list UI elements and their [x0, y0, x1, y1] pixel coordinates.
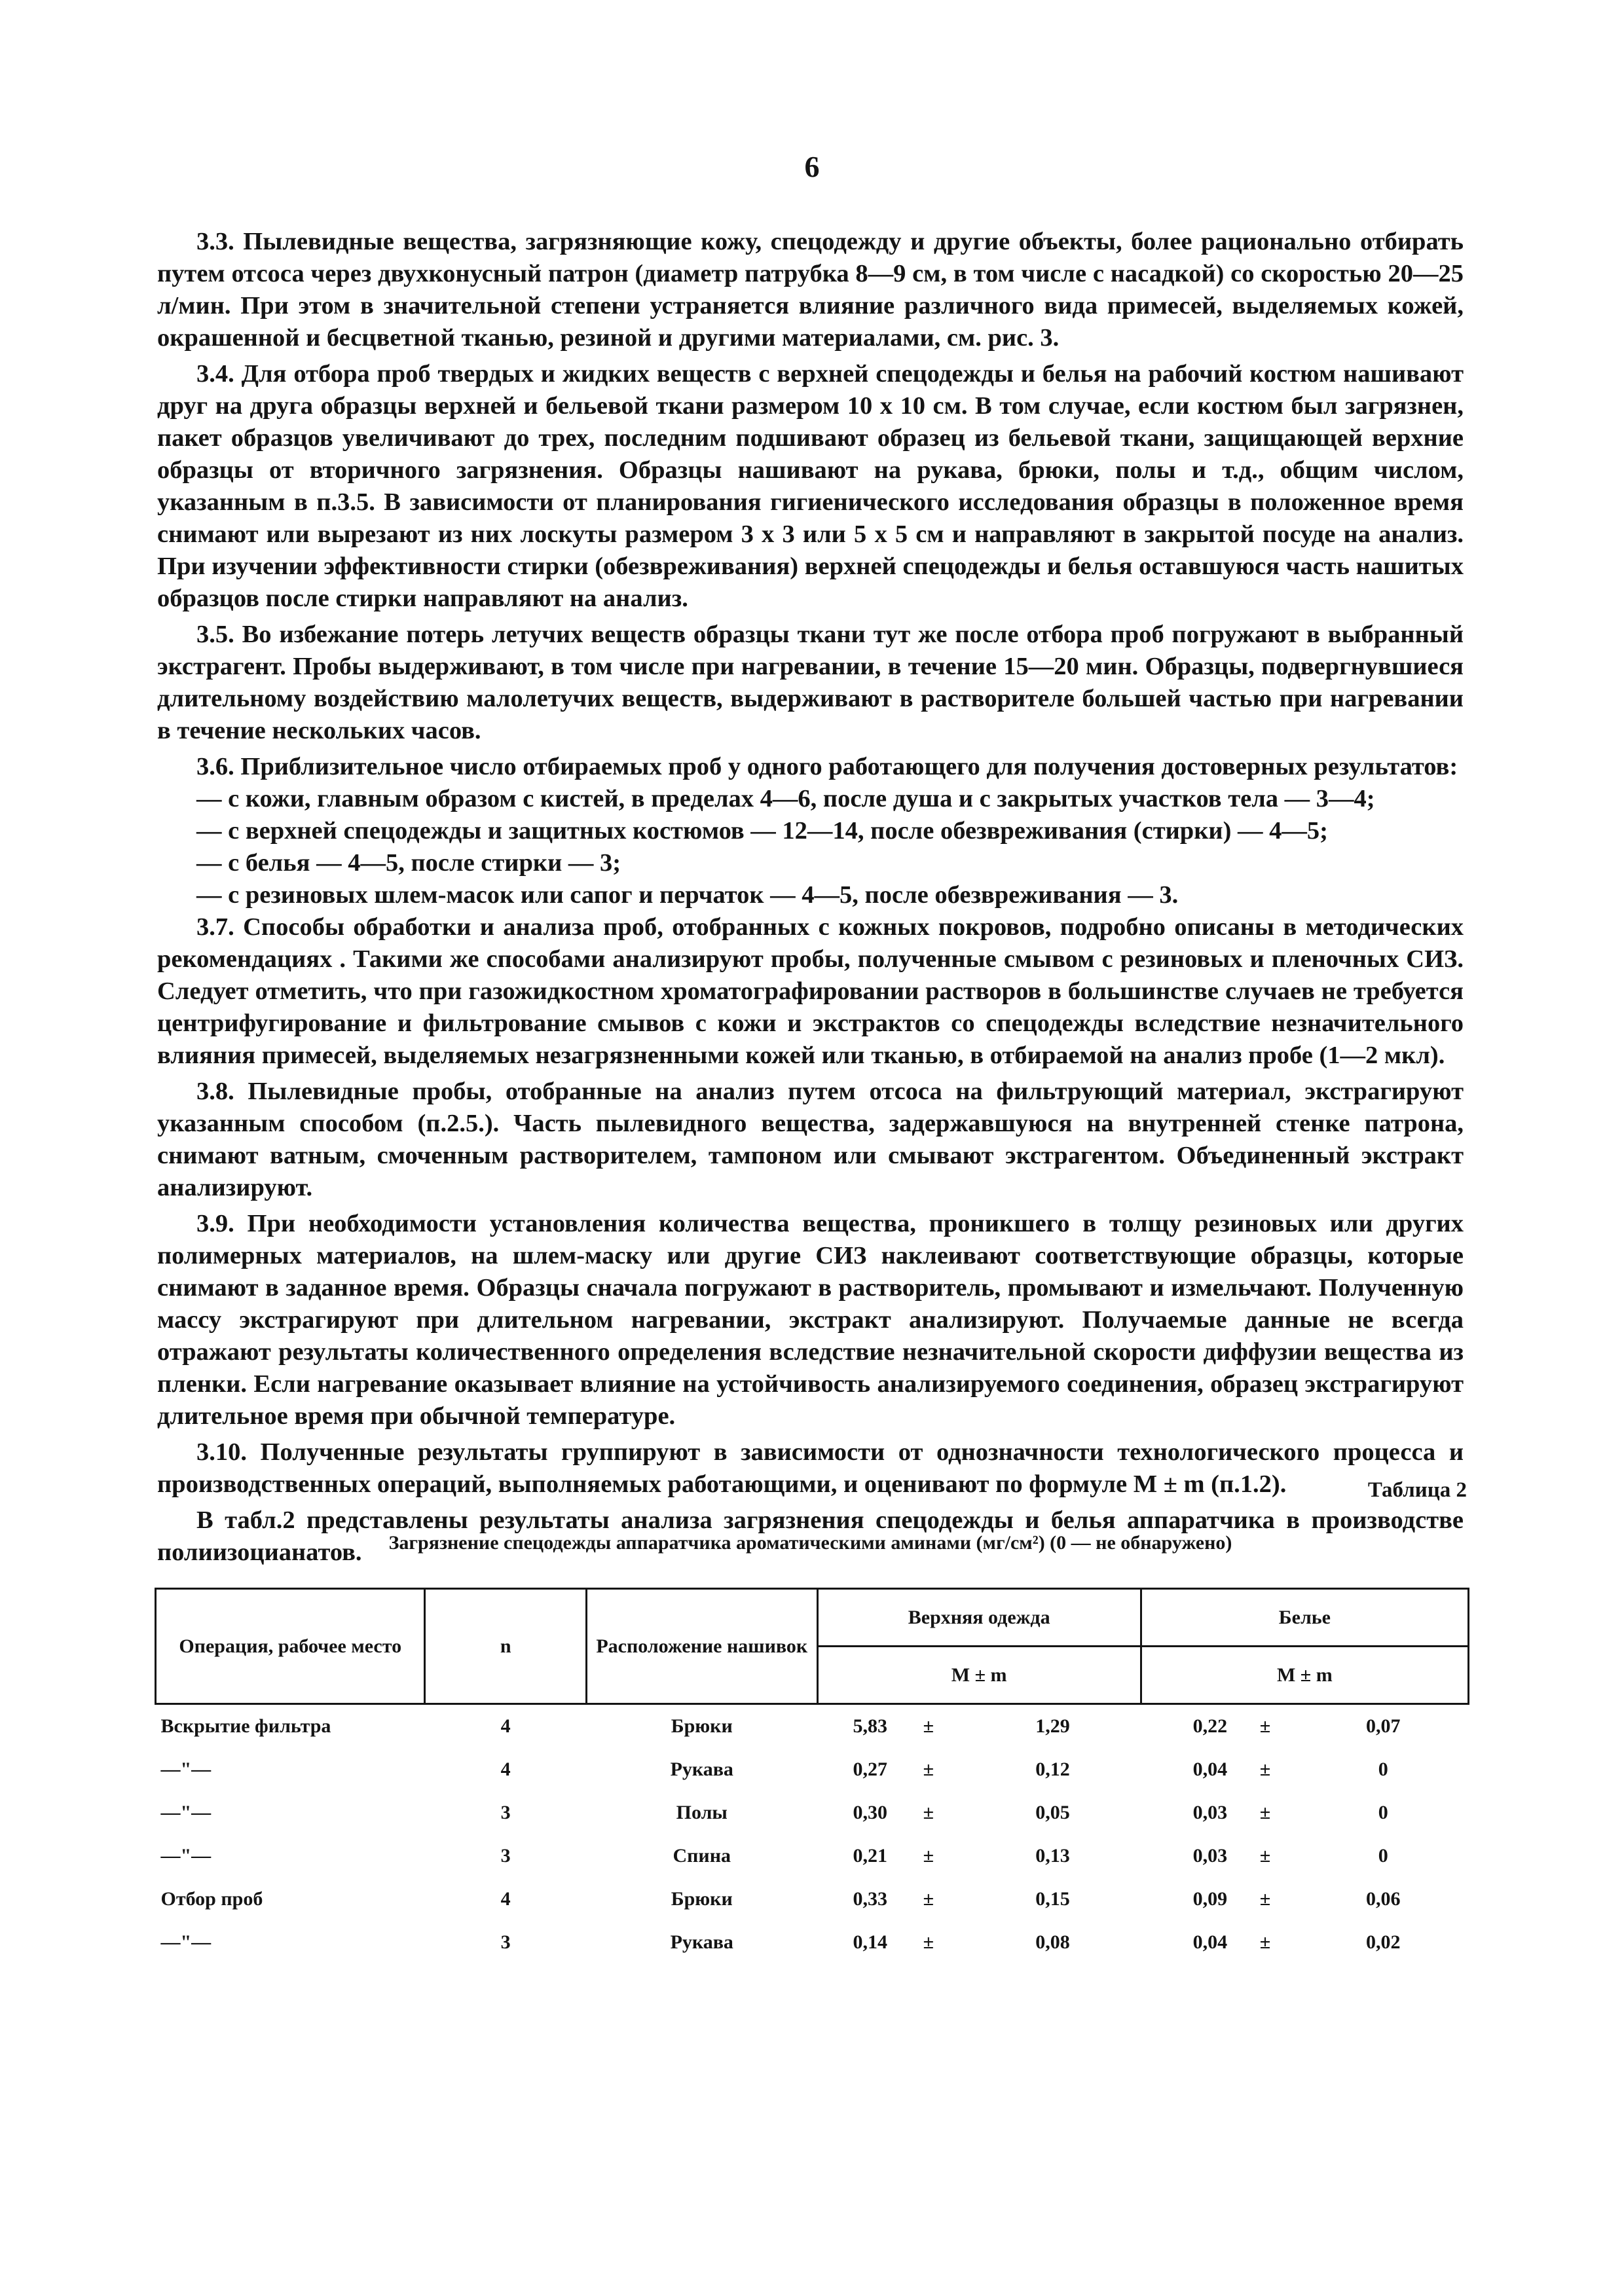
cell-outer-error: 1,29	[1035, 1715, 1070, 1737]
paragraph-3-7: 3.7. Способы обработки и анализа проб, отобранных с кожных покровов, подробно описаны в методических рекомендациях . Такими же способами анализируют пробы, полученные смывом с резиновых и пленочных СИЗ. Следует отметить, что при газожидкостном хроматографировании растворов в большинстве случаев не требуется центрифугирование и фильтрование смывов с кожи и экстрактов со спецодежды вследствие незначительного влияния примесей, выделяемых незагрязненными кожей или тканью, в отбираемой на анализ пробе (1—2 мкл).	[157, 913, 1464, 1069]
header-outer-clothing: Верхняя одежда	[817, 1589, 1141, 1647]
cell-operation: —"—	[160, 1802, 212, 1823]
cell-n: 3	[500, 1802, 511, 1823]
cell-location: Брюки	[671, 1888, 733, 1910]
paragraph-table-intro: В табл.2 представлены результаты анализа загрязнения спецодежды и белья аппаратчика в производстве полиизоцианатов.	[157, 1506, 1464, 1566]
cell-linen-mean: 0,04	[1192, 1758, 1228, 1780]
contamination-table	[155, 1588, 1469, 1964]
table-title: Загрязнение спецодежды аппаратчика ароматическими аминами (мг/см²) (0 — не обнаружено)	[388, 1532, 1232, 1554]
cell-linen-mean: 0,09	[1192, 1888, 1228, 1910]
cell-outer-pm: ±	[923, 1845, 934, 1867]
list-item-rubber: — с резиновых шлем-масок или сапог и перчаток — 4—5, после обезвреживания — 3.	[196, 881, 1179, 909]
cell-outer-mean: 0,33	[853, 1888, 887, 1910]
table-row	[156, 1878, 1469, 1921]
page-number: 6	[804, 150, 820, 183]
cell-linen-pm: ±	[1259, 1888, 1271, 1910]
cell-linen-mean: 0,03	[1192, 1802, 1228, 1823]
cell-linen-error: 0,07	[1365, 1715, 1401, 1737]
cell-outer-mean: 0,21	[853, 1845, 887, 1867]
table-row	[156, 1704, 1469, 1749]
cell-location: Рукава	[670, 1931, 733, 1953]
cell-linen-mean: 0,22	[1192, 1715, 1228, 1737]
header-outer-mm: М ± m	[817, 1647, 1141, 1704]
cell-location: Рукава	[670, 1758, 733, 1780]
cell-linen-pm: ±	[1259, 1931, 1271, 1953]
cell-operation: Вскрытие фильтра	[160, 1715, 331, 1737]
table-row	[156, 1834, 1469, 1878]
table-row	[156, 1921, 1469, 1964]
cell-outer-pm: ±	[923, 1888, 934, 1910]
cell-outer-error: 0,05	[1035, 1802, 1070, 1823]
cell-outer-mean: 5,83	[853, 1715, 887, 1737]
cell-outer-mean: 0,14	[853, 1931, 887, 1953]
list-item-workwear: — с верхней спецодежды и защитных костюмов — 12—14, после обезвреживания (стирки) — 4—5;	[196, 817, 1328, 845]
cell-outer-pm: ±	[923, 1802, 934, 1823]
header-location: Расположение нашивок	[586, 1589, 817, 1704]
paragraph-3-8: 3.8. Пылевидные пробы, отобранные на анализ путем отсоса на фильтрующий материал, экстрагируют указанным способом (п.2.5.). Часть пылевидного вещества, задержавшуюся на внутренней стенке патрона, снимают ватным, смоченным растворителем, тампоном или смывают экстрагентом. Объединенный экстракт анализируют.	[157, 1078, 1464, 1201]
header-operation: Операция, рабочее место	[156, 1589, 425, 1704]
header-linen-mm: М ± m	[1141, 1647, 1468, 1704]
cell-linen-pm: ±	[1259, 1758, 1271, 1780]
cell-outer-error: 0,12	[1035, 1758, 1070, 1780]
body-text	[157, 226, 1464, 1569]
cell-outer-error: 0,15	[1035, 1888, 1070, 1910]
list-item-skin: — с кожи, главным образом с кистей, в пределах 4—6, после душа и с закрытых участков тела — 3—4;	[196, 785, 1375, 812]
cell-outer-mean: 0,30	[853, 1802, 887, 1823]
cell-operation: —"—	[160, 1845, 212, 1867]
cell-linen-pm: ±	[1259, 1845, 1271, 1867]
paragraph-3-9: 3.9. При необходимости установления количества вещества, проникшего в толщу резиновых или других полимерных материалов, на шлем-маску или другие СИЗ наклеивают соответствующие образцы, которые снимают в заданное время. Образцы сначала погружают в растворитель, промывают и измельчают. Полученную массу экстрагируют при длительном нагревании, экстракт анализируют. Получаемые данные не всегда отражают результаты количественного определения вследствие незначительной скорости диффузии вещества из пленки. Если нагревание оказывает влияние на устойчивость анализируемого соединения, образец экстрагируют длительное время при обычной температуре.	[157, 1210, 1464, 1430]
cell-operation: —"—	[160, 1758, 212, 1780]
paragraph-3-5: 3.5. Во избежание потерь летучих веществ образцы ткани тут же после отбора проб погружают в выбранный экстрагент. Пробы выдерживают, в том числе при нагревании, в течение 15—20 мин. Образцы, подвергнувшиеся длительному воздействию малолетучих веществ, выдерживают в растворителе большей частью при нагревании в течение нескольких часов.	[157, 621, 1464, 744]
cell-n: 3	[500, 1931, 511, 1953]
paragraph-3-10: 3.10. Полученные результаты группируют в зависимости от однозначности технологического процесса и производственных операций, выполняемых работающими, и оценивают по формуле М ± m (п.1.2).	[157, 1438, 1464, 1498]
cell-outer-mean: 0,27	[853, 1758, 887, 1780]
cell-linen-pm: ±	[1259, 1802, 1271, 1823]
cell-n: 4	[500, 1888, 511, 1910]
cell-n: 4	[500, 1715, 511, 1737]
cell-location: Спина	[673, 1845, 731, 1867]
table-row	[156, 1791, 1469, 1834]
table-header-row-1	[156, 1589, 1469, 1647]
cell-linen-error: 0	[1378, 1802, 1388, 1823]
cell-outer-pm: ±	[923, 1715, 934, 1737]
table-row	[156, 1748, 1469, 1791]
cell-n: 4	[500, 1758, 511, 1780]
list-item-linen: — с белья — 4—5, после стирки — 3;	[196, 849, 621, 877]
cell-outer-pm: ±	[923, 1758, 934, 1780]
paragraph-3-4: 3.4. Для отбора проб твердых и жидких веществ с верхней спецодежды и белья на рабочий костюм нашивают друг на друга образцы верхней и бельевой ткани размером 10 х 10 см. В том случае, если костюм был загрязнен, пакет образцов увеличивают до трех, последним подшивают образец из бельевой ткани, защищающей верхние образцы от вторичного загрязнения. Образцы нашивают на рукава, брюки, полы и т.д., общим числом, указанным в п.3.5. В зависимости от планирования гигиенического исследования образцы в положенное время снимают или вырезают из них лоскуты размером 3 х 3 или 5 х 5 см и направляют в закрытой посуде на анализ. При изучении эффективности стирки (обезвреживания) верхней спецодежды и белья оставшуюся часть нашитых образцов после стирки направляют на анализ.	[157, 360, 1464, 612]
cell-linen-mean: 0,03	[1192, 1845, 1228, 1867]
header-linen: Белье	[1141, 1589, 1468, 1647]
cell-outer-error: 0,13	[1035, 1845, 1070, 1867]
paragraph-3-6: 3.6. Приблизительное число отбираемых проб у одного работающего для получения достоверных результатов:	[196, 753, 1458, 780]
cell-linen-error: 0	[1378, 1845, 1388, 1867]
cell-linen-pm: ±	[1259, 1715, 1271, 1737]
cell-location: Брюки	[671, 1715, 733, 1737]
cell-operation: —"—	[160, 1931, 212, 1953]
table-number: Таблица 2	[1367, 1478, 1467, 1502]
cell-outer-error: 0,08	[1035, 1931, 1070, 1953]
cell-n: 3	[500, 1845, 511, 1867]
cell-linen-mean: 0,04	[1192, 1931, 1228, 1953]
cell-linen-error: 0,02	[1365, 1931, 1401, 1953]
cell-linen-error: 0,06	[1365, 1888, 1401, 1910]
cell-operation: Отбор проб	[160, 1888, 263, 1910]
header-n: n	[425, 1589, 587, 1704]
cell-location: Полы	[676, 1802, 728, 1823]
cell-outer-pm: ±	[923, 1931, 934, 1953]
cell-linen-error: 0	[1378, 1758, 1388, 1780]
paragraph-3-3: 3.3. Пылевидные вещества, загрязняющие кожу, спецодежду и другие объекты, более рационально отбирать путем отсоса через двухконусный патрон (диаметр патрубка 8—9 см, в том числе с насадкой) со скоростью 20—25 л/мин. При этом в значительной степени устраняется влияние различного вида примесей, выделяемых кожей, окрашенной и бесцветной тканью, резиной и другими материалами, см. рис. 3.	[157, 228, 1464, 352]
